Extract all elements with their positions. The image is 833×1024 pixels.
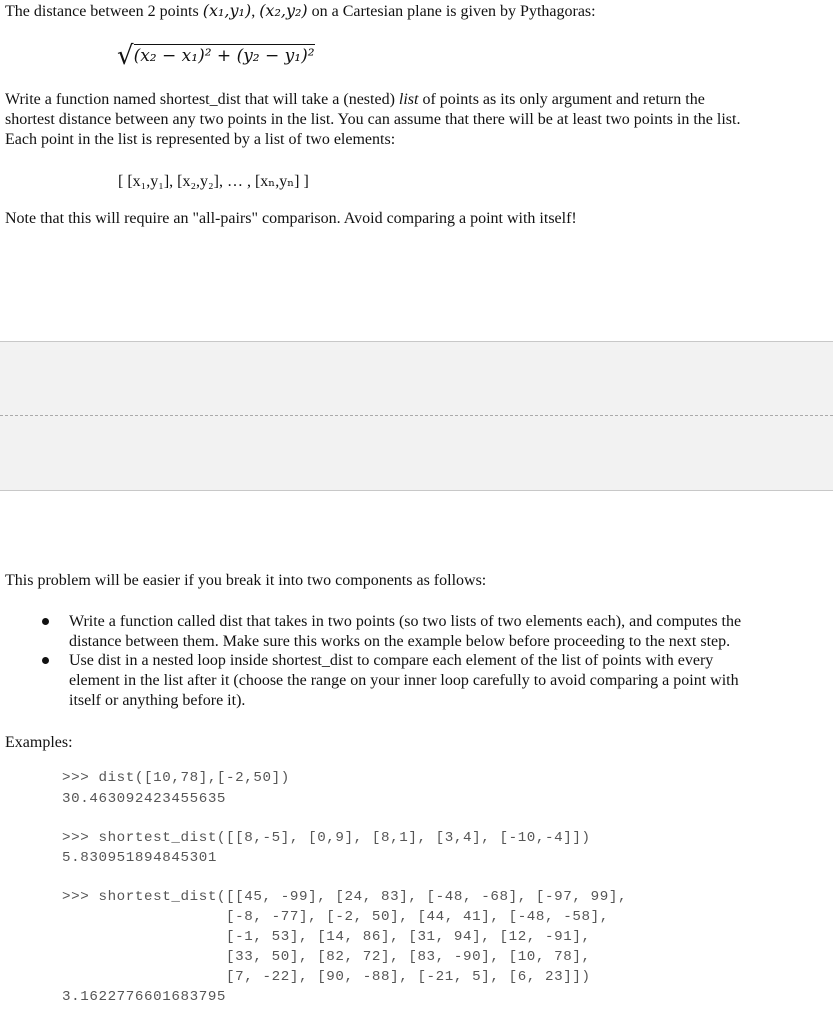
bullet-2-line-2: element in the list after it (choose the range on your inner loop carefully to avoid comparing a point with	[69, 672, 739, 689]
task-line-1	[5, 90, 830, 110]
task-list-word: list	[398, 91, 419, 108]
example-3-result: 3.1622776601683795	[62, 989, 227, 1005]
hint-text: This problem will be easier if you break it into two components as follows:	[5, 572, 487, 589]
note-text: Note that this will require an "all-pairs" comparison. Avoid comparing a point with itself!	[5, 210, 577, 227]
sqrt-symbol-icon: √	[117, 41, 134, 71]
point1-math: (x₁,y₁)	[202, 1, 252, 20]
task-part2: of points as its only argument and return the	[422, 91, 705, 108]
example-3-line-3: [-1, 53], [14, 86], [31, 94], [12, -91],	[62, 929, 591, 945]
answer-box[interactable]	[0, 341, 833, 491]
task-line-2: shortest distance between any two points in the list. You can assume that there will be at least two points in the list.	[5, 111, 741, 128]
answer-box-divider	[0, 415, 833, 416]
example-1-result: 30.463092423455635	[62, 791, 227, 807]
example-2-call: >>> shortest_dist([[8,-5], [0,9], [8,1], [3,4], [-10,-4]])	[62, 830, 591, 846]
task-paragraph	[5, 90, 830, 150]
points-format: [ [x₁,y₁], [x₂,y₂], … , [xₙ,yₙ] ]	[118, 173, 309, 190]
distance-formula	[117, 38, 315, 71]
examples-label: Examples:	[5, 734, 73, 751]
example-1-call: >>> dist([10,78],[-2,50])	[62, 770, 290, 786]
intro-suffix: on a Cartesian plane is given by Pythagoras:	[311, 3, 596, 20]
bullet-dot-icon	[42, 618, 49, 625]
task-part1: Write a function named shortest_dist that will take a (nested)	[5, 91, 395, 108]
intro-prefix: The distance between 2 points	[5, 3, 199, 20]
bullet-item-dist	[69, 612, 819, 652]
bullet-2-line-3: itself or anything before it).	[69, 692, 246, 709]
intro-line: The distance between 2 points (x₁,y₁), (x₂,y₂) on a Cartesian plane is given by Pythagoras:	[5, 1, 596, 20]
example-3-line-4: [33, 50], [82, 72], [83, -90], [10, 78],	[62, 949, 591, 965]
task-line-3: Each point in the list is represented by a list of two elements:	[5, 131, 396, 148]
example-3-line-5: [7, -22], [90, -88], [-21, 5], [6, 23]])	[62, 969, 591, 985]
example-2-result: 5.830951894845301	[62, 850, 217, 866]
example-3-line-1: >>> shortest_dist([[45, -99], [24, 83], [-48, -68], [-97, 99],	[62, 889, 628, 905]
example-3-line-2: [-8, -77], [-2, 50], [44, 41], [-48, -58],	[62, 909, 609, 925]
point2-math: (x₂,y₂)	[259, 1, 308, 20]
bullet-1-line-2: distance between them. Make sure this works on the example below before proceeding to the next step.	[69, 633, 731, 650]
bullet-1-line-1: Write a function called dist that takes in two points (so two lists of two elements each), and computes the	[69, 613, 742, 630]
formula-radicand: (x₂ − x₁)² + (y₂ − y₁)²	[133, 46, 315, 66]
bullet-item-shortest	[69, 651, 819, 711]
bullet-dot-icon	[42, 657, 49, 664]
bullet-2-line-1: Use dist in a nested loop inside shortest_dist to compare each element of the list of points with every	[69, 652, 714, 669]
